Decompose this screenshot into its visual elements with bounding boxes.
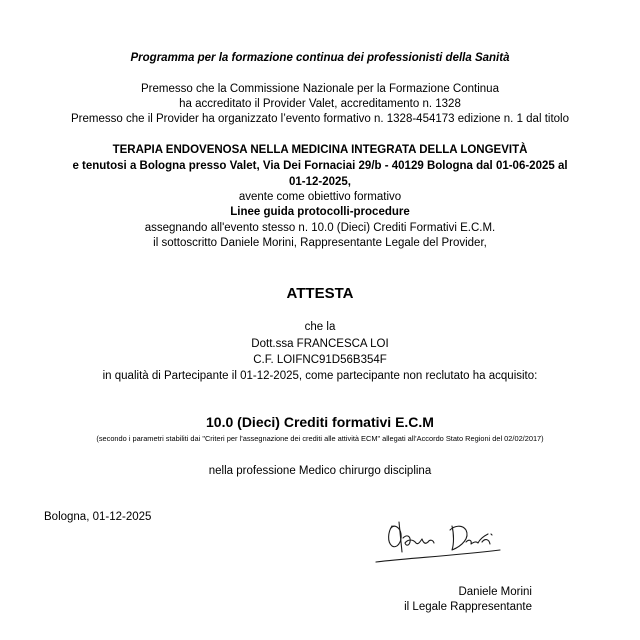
event-location-line-1: e tenutosi a Bologna presso Valet, Via Dei Fornaciai 29/b - 40129 Bologna dal 01-06-2025 al (72, 160, 568, 172)
signer-role: il Legale Rappresentante (404, 601, 532, 613)
premise-line-1: Premesso che la Commissione Nazionale per la Formazione Continua (141, 83, 499, 95)
che-la-line: che la (304, 321, 336, 333)
participant-name: Dott.ssa FRANCESCA LOI (251, 338, 389, 350)
participant-role-line: in qualità di Partecipante il 01-12-2025, come partecipante non reclutato ha acquisito: (102, 370, 538, 382)
premise-line-2: ha accreditato il Provider Valet, accreditamento n. 1328 (179, 98, 461, 110)
signatory-intro-line: il sottoscritto Daniele Morini, Rappresentante Legale del Provider, (153, 237, 487, 249)
event-title: TERAPIA ENDOVENOSA NELLA MEDICINA INTEGRATA DELLA LONGEVITÀ (112, 144, 528, 156)
credits-note: (secondo i parametri stabiliti dai "Criteri per l’assegnazione dei crediti alle attività ECM" allegati all’Accordo Stato Regioni del 02/02/2017) (96, 434, 544, 443)
objective-value: Linee guida protocolli-procedure (230, 206, 410, 218)
profession-line: nella professione Medico chirurgo disciplina (208, 465, 432, 477)
premise-line-3: Premesso che il Provider ha organizzato l’evento formativo n. 1328-454173 edizione n. 1 dal titolo (71, 113, 569, 125)
credits-headline: 10.0 (Dieci) Crediti formativi E.C.M (206, 414, 434, 430)
signer-name: Daniele Morini (458, 586, 532, 598)
attesta-heading: ATTESTA (286, 285, 354, 302)
participant-tax-code: C.F. LOIFNC91D56B354F (253, 354, 387, 366)
event-location-line-2: 01-12-2025, (288, 176, 352, 188)
signature-image (370, 512, 520, 568)
credits-assigned-line: assegnando all'evento stesso n. 10.0 (Dieci) Crediti Formativi E.C.M. (144, 222, 496, 234)
objective-intro: avente come obiettivo formativo (238, 191, 402, 203)
program-title: Programma per la formazione continua dei professionisti della Sanità (130, 52, 510, 64)
place-date: Bologna, 01-12-2025 (44, 511, 152, 523)
